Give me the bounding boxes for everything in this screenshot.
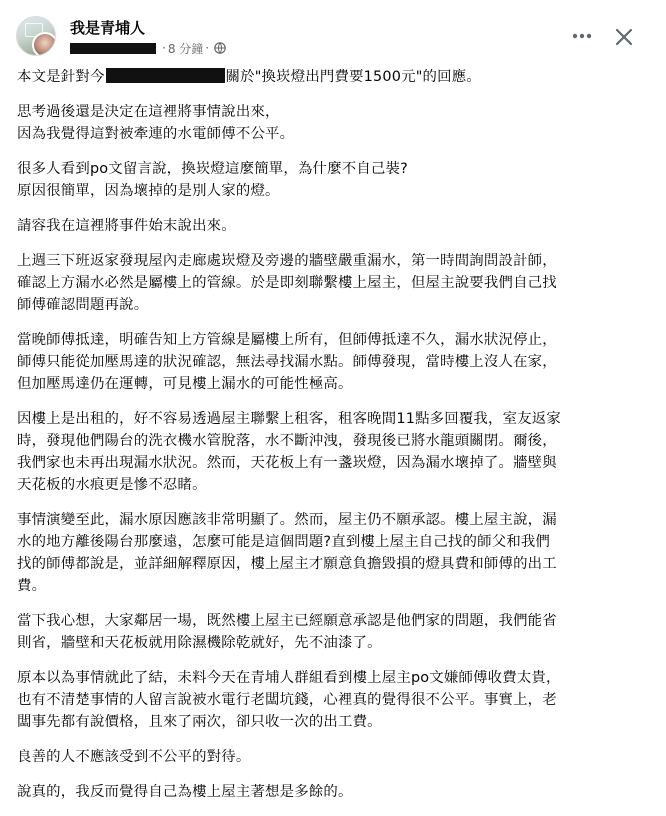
separator-dot: · — [205, 41, 210, 55]
post-paragraph — [17, 101, 647, 145]
text-line: 水的地方離後陽台那麼遠，怎麼可能是這個問題?直到樓上屋主自己找的師父和我們 — [17, 534, 551, 550]
separator-dot: · — [162, 41, 166, 55]
text-line: 請容我在這裡將事件始末說出來。 — [17, 218, 236, 234]
text-line: 說真的，我反而覺得自己為樓上屋主著想是多餘的。 — [17, 784, 353, 800]
redacted-author-name — [70, 43, 156, 54]
post-paragraph — [17, 781, 647, 803]
post-paragraphs — [17, 101, 647, 803]
close-button[interactable] — [609, 22, 639, 52]
intro-text-after: 關於"換崁燈出門費要1500元"的回應。 — [225, 69, 481, 85]
text-line: 因為我覺得這對被牽連的水電師傅不公平。 — [17, 126, 295, 142]
text-line: 很多人看到po文留言說，換崁燈這麼簡單，為什麼不自己裝? — [17, 161, 408, 177]
text-line: 天花板的水痕更是慘不忍睹。 — [17, 477, 207, 493]
post-timestamp[interactable]: 8 分鐘 — [167, 41, 204, 56]
page-name[interactable]: 我是青埔人 — [70, 19, 146, 37]
post-body — [17, 66, 647, 816]
post-header — [0, 0, 666, 64]
post-meta — [70, 40, 226, 56]
more-horizontal-icon — [572, 33, 592, 39]
text-line: 上週三下班返家發現屋內走廊處崁燈及旁邊的牆壁嚴重漏水，第一時間詢問設計師， — [17, 253, 557, 269]
text-line: 原本以為事情就此了結，未料今天在青埔人群組看到樓上屋主po文嫌師傅收費太貴， — [17, 670, 561, 686]
text-line: 當下我心想，大家鄰居一場，既然樓上屋主已經願意承認是他們家的問題，我們能省 — [17, 613, 557, 629]
post-paragraph — [17, 667, 647, 733]
post-paragraph — [17, 215, 647, 237]
globe-icon[interactable] — [214, 42, 226, 54]
post-paragraph — [17, 610, 647, 654]
text-line: 原因很簡單，因為壞掉的是別人家的燈。 — [17, 183, 280, 199]
more-options-button[interactable] — [568, 22, 596, 50]
post-paragraph — [17, 509, 647, 597]
text-line — [17, 66, 647, 88]
post-paragraph — [17, 329, 647, 395]
text-line: 也有不清楚事情的人留言說被水電行老闆坑錢，心裡真的覺得很不公平。事實上，老 — [17, 692, 557, 708]
text-line: 則省，牆壁和天花板就用除濕機除乾就好，先不油漆了。 — [17, 635, 382, 651]
text-line: 我們家也未再出現漏水狀況。然而，天花板上有一盞崁燈，因為漏水壞掉了。牆壁與 — [17, 455, 557, 471]
text-line: 費。 — [17, 578, 47, 594]
post-paragraph — [17, 158, 647, 202]
text-line: 師傅只能從加壓馬達的狀況確認，無法尋找漏水點。師傅發現，當時樓上沒人在家， — [17, 354, 557, 370]
text-line: 思考過後還是決定在這裡將事情說出來， — [17, 104, 280, 120]
post-paragraph-intro — [17, 66, 647, 88]
text-line: 時，發現他們陽台的洗衣機水管脫落，水不斷沖洩，發現後已將水龍頭關閉。爾後， — [17, 433, 557, 449]
text-line: 師傅確認問題再說。 — [17, 297, 149, 313]
profile-avatar[interactable] — [32, 32, 56, 56]
text-line: 因樓上是出租的，好不容易透過屋主聯繫上租客，租客晚間11點多回覆我，室友返家 — [17, 411, 561, 427]
avatar[interactable] — [16, 16, 56, 56]
close-icon — [615, 28, 633, 46]
text-line: 確認上方漏水必然是屬樓上的管線。於是即刻聯繫樓上屋主，但屋主說要我們自己找 — [17, 275, 557, 291]
text-line: 事情演變至此，漏水原因應該非常明顯了。然而，屋主仍不願承認。樓上屋主說，漏 — [17, 512, 557, 528]
text-line: 找的師傅都說是，並詳細解釋原因，樓上屋主才願意負擔毀損的燈具費和師傅的出工 — [17, 556, 557, 572]
post-paragraph — [17, 250, 647, 316]
text-line: 當晚師傅抵達，明確告知上方管線是屬樓上所有，但師傅抵達不久，漏水狀況停止， — [17, 332, 557, 348]
text-line: 良善的人不應該受到不公平的對待。 — [17, 749, 251, 765]
redacted-text — [106, 68, 225, 83]
post-paragraph — [17, 746, 647, 768]
text-line: 闆事先都有說價格，且來了兩次，卻只收一次的出工費。 — [17, 714, 382, 730]
intro-text-before: 本文是針對今 — [17, 69, 105, 85]
post-paragraph — [17, 408, 647, 496]
text-line: 但加壓馬達仍在運轉，可見樓上漏水的可能性極高。 — [17, 376, 353, 392]
